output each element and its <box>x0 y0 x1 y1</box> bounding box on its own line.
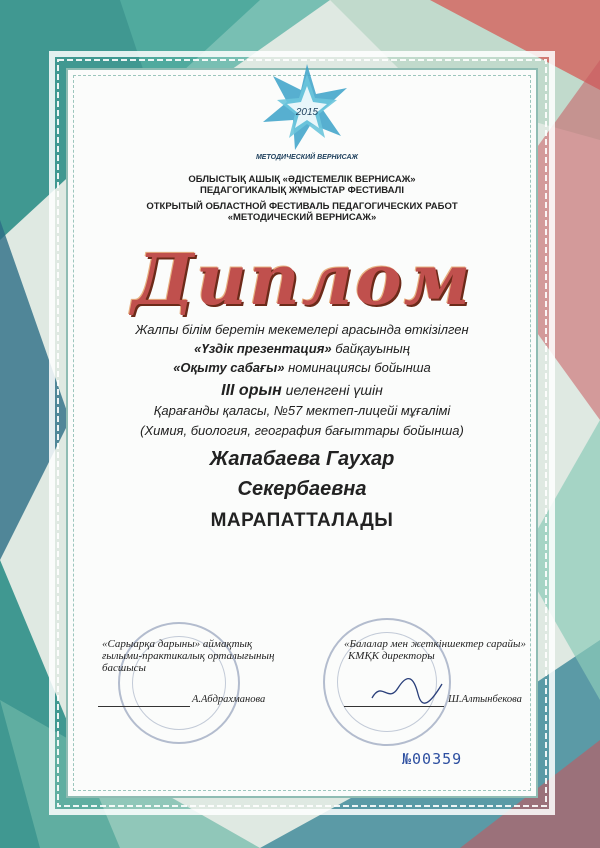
place-line <box>68 382 536 400</box>
body-line2 <box>68 341 536 356</box>
right-signatory-name: Ш.Алтынбекова <box>448 694 522 705</box>
diploma-number: №00359 <box>402 750 463 768</box>
right-signature-icon <box>368 674 448 706</box>
body-line2-rest: байқауының <box>331 341 410 356</box>
logo-caption: МЕТОДИЧЕСКИЙ ВЕРНИСАЖ <box>255 154 359 161</box>
right-signatory <box>344 638 526 662</box>
header-kz-line1: ОБЛЫСТЫҚ АШЫҚ «ӘДІСТЕМЕЛІК ВЕРНИСАЖ» <box>188 174 416 185</box>
star-logo-icon <box>247 60 367 160</box>
recipient-name-line1: Жапабаева Гаухар <box>209 448 395 470</box>
right-signature-line <box>344 706 444 707</box>
place-value: III орын <box>221 382 282 399</box>
left-signature-line <box>98 706 190 707</box>
left-signatory-line2: ғылыми-практикалық орталығының <box>102 650 275 662</box>
recipient-name-line2: Секербаевна <box>237 478 367 500</box>
contest-name: «Үздік презентация» <box>194 341 332 356</box>
left-signatory-name: А.Абдрахманова <box>192 694 266 705</box>
diploma-title: Диплом <box>131 238 473 321</box>
awarded-label: МАРАПАТТАЛАДЫ <box>210 510 394 531</box>
left-signatory <box>102 638 274 674</box>
left-signatory-line1: «Сарыарқа дарыны» аймақтық <box>102 638 253 650</box>
header-ru-line2: «МЕТОДИЧЕСКИЙ ВЕРНИСАЖ» <box>227 212 377 223</box>
right-signatory-line1: «Балалар мен жеткіншектер сарайы» <box>344 638 526 650</box>
festival-logo <box>247 60 367 170</box>
logo-year: 2015 <box>295 107 319 118</box>
left-signatory-line3: басшысы <box>102 662 146 674</box>
body-line1: Жалпы білім беретін мекемелері арасында өткізілген <box>135 322 469 337</box>
header-kz-line2: ПЕДАГОГИКАЛЫҚ ЖҰМЫСТАР ФЕСТИВАЛІ <box>200 185 404 196</box>
place-rest: иеленгені үшін <box>281 382 383 398</box>
certificate-card <box>66 68 538 798</box>
right-signatory-line2: КМҚК директоры <box>348 650 435 662</box>
school-line: Қарағанды қаласы, №57 мектеп-лицейі мұғалімі <box>153 403 451 418</box>
body-line3 <box>68 360 536 375</box>
nomination-name: «Оқыту сабағы» <box>173 360 285 375</box>
subjects-line: (Химия, биология, география бағыттары бойынша) <box>140 423 464 438</box>
body-line3-rest: номинациясы бойынша <box>284 360 431 375</box>
header-ru-line1: ОТКРЫТЫЙ ОБЛАСТНОЙ ФЕСТИВАЛЬ ПЕДАГОГИЧЕСКИХ РАБОТ <box>146 201 458 212</box>
